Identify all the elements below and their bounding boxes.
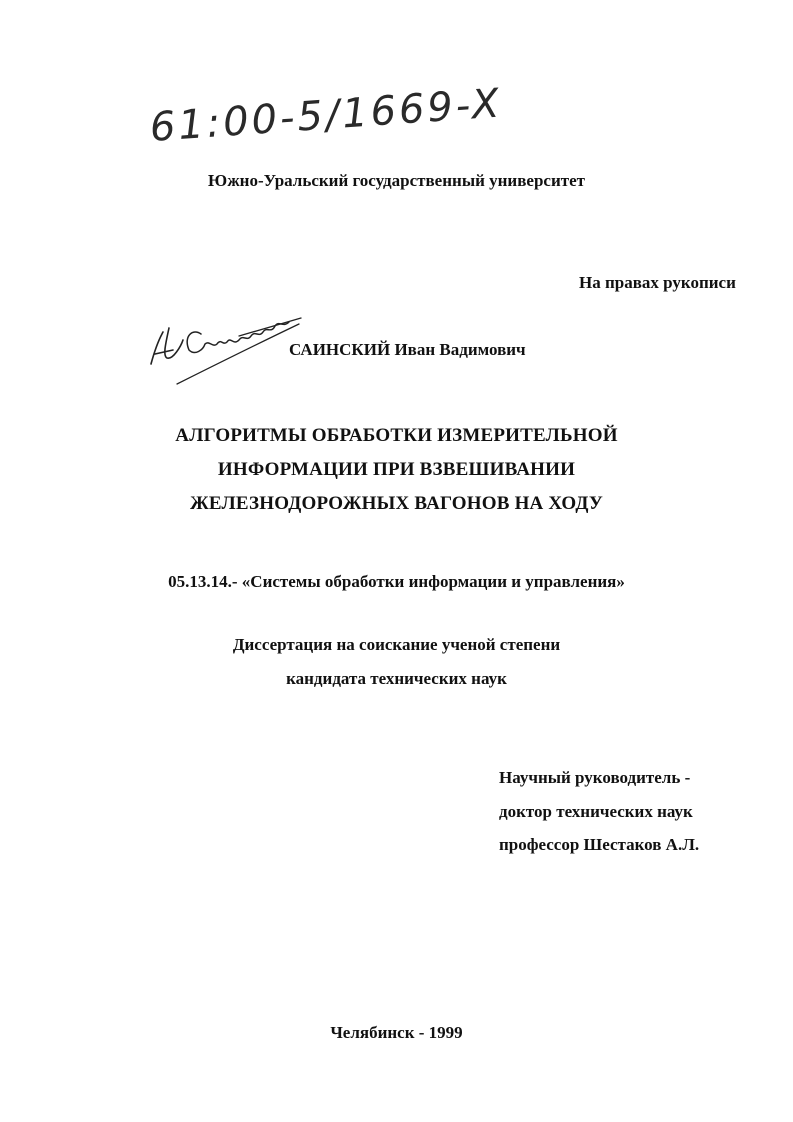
degree-line-2: кандидата технических наук xyxy=(286,669,507,688)
supervisor-line-1: Научный руководитель - xyxy=(499,768,691,787)
place-and-year: Челябинск - 1999 xyxy=(330,1023,463,1042)
university-name: Южно-Уральский государственный университет xyxy=(207,171,585,190)
supervisor-line-3: профессор Шестаков А.Л. xyxy=(499,835,700,854)
archive-code-handwritten: 61:00-5/1669-X xyxy=(148,80,504,151)
degree-line-1: Диссертация на соискание ученой степени xyxy=(232,635,561,654)
title-line-2: ИНФОРМАЦИИ ПРИ ВЗВЕШИВАНИИ xyxy=(217,459,576,480)
supervisor-line-2: доктор технических наук xyxy=(499,802,693,821)
rights-note: На правах рукописи xyxy=(579,273,736,292)
title-line-3: ЖЕЛЕЗНОДОРОЖНЫХ ВАГОНОВ НА ХОДУ xyxy=(189,493,604,514)
author-name: САИНСКИЙ Иван Вадимович xyxy=(289,340,526,359)
author-signature xyxy=(143,306,303,388)
specialty-code: 05.13.14.- «Системы обработки информации и управления» xyxy=(168,572,625,591)
title-line-1: АЛГОРИТМЫ ОБРАБОТКИ ИЗМЕРИТЕЛЬНОЙ xyxy=(175,425,618,446)
